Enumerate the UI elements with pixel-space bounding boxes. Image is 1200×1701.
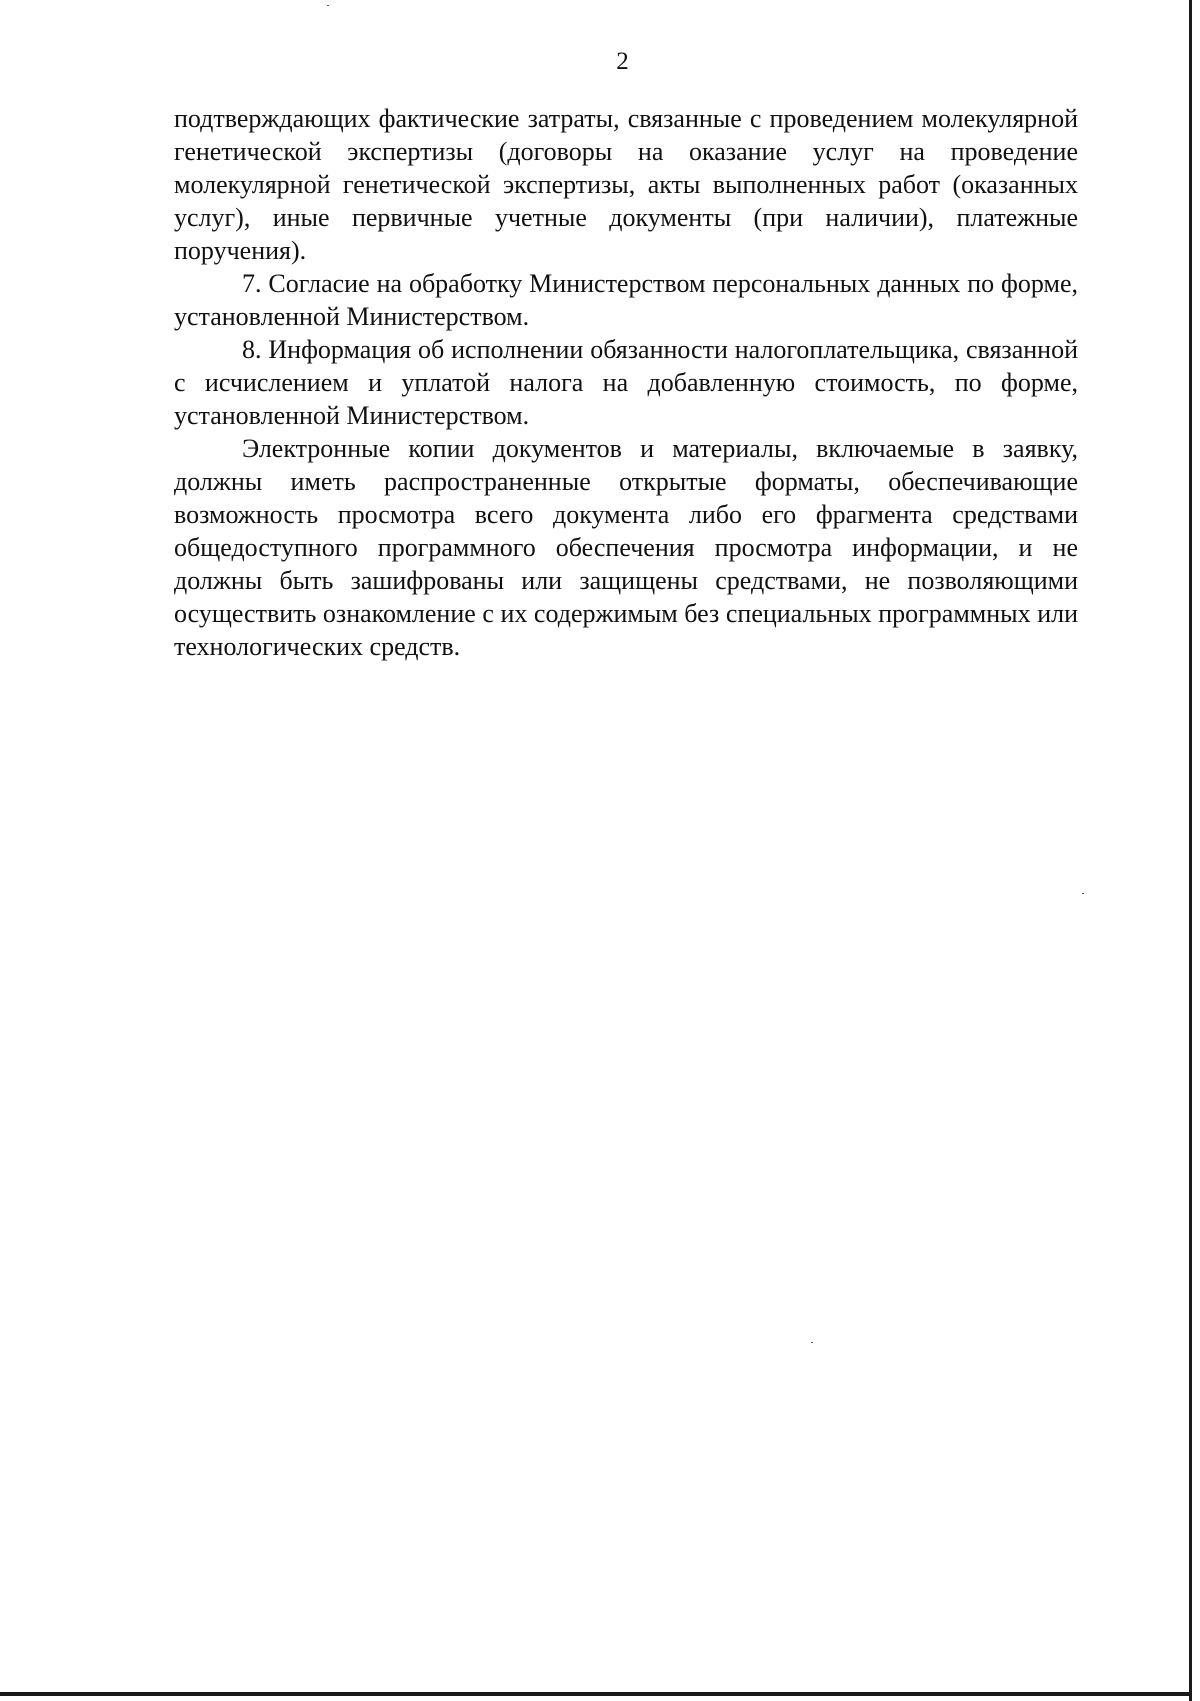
- scan-speck: [327, 5, 329, 6]
- paragraph-item-8: 8. Информация об исполнении обязанности налогоплательщика, связанной с исчислением и уплатой налога на добавленную стоимость, по форме, установленной Министерством.: [174, 335, 1078, 430]
- page-number: 2: [616, 48, 629, 75]
- scan-edge-bottom: [0, 1692, 1192, 1696]
- scan-edge-right: [1189, 0, 1192, 1701]
- paragraph-item-7: 7. Согласие на обработку Министерством персональных данных по форме, установленной Министерством.: [174, 269, 1078, 331]
- paragraph-electronic-copies: Электронные копии документов и материалы, включаемые в заявку, должны иметь распространенные открытые форматы, обеспечивающие возможность просмотра всего документа либо его фрагмента средствами общедоступного программного обеспечения просмотра информации, и не должны быть зашифрованы или защищены средствами, не позволяющими осуществить ознакомление с их содержимым без специальных программных или технологических средств.: [174, 434, 1078, 661]
- scan-speck: [811, 1342, 813, 1343]
- paragraph-continuation: подтверждающих фактические затраты, связанные с проведением молекулярной генетической экспертизы (договоры на оказание услуг на проведение молекулярной генетической экспертизы, акты выполненных работ (оказанных услуг), иные первичные учетные документы (при наличии), платежные поручения).: [174, 104, 1078, 265]
- scan-speck: [1082, 893, 1084, 894]
- document-body: [174, 102, 1078, 663]
